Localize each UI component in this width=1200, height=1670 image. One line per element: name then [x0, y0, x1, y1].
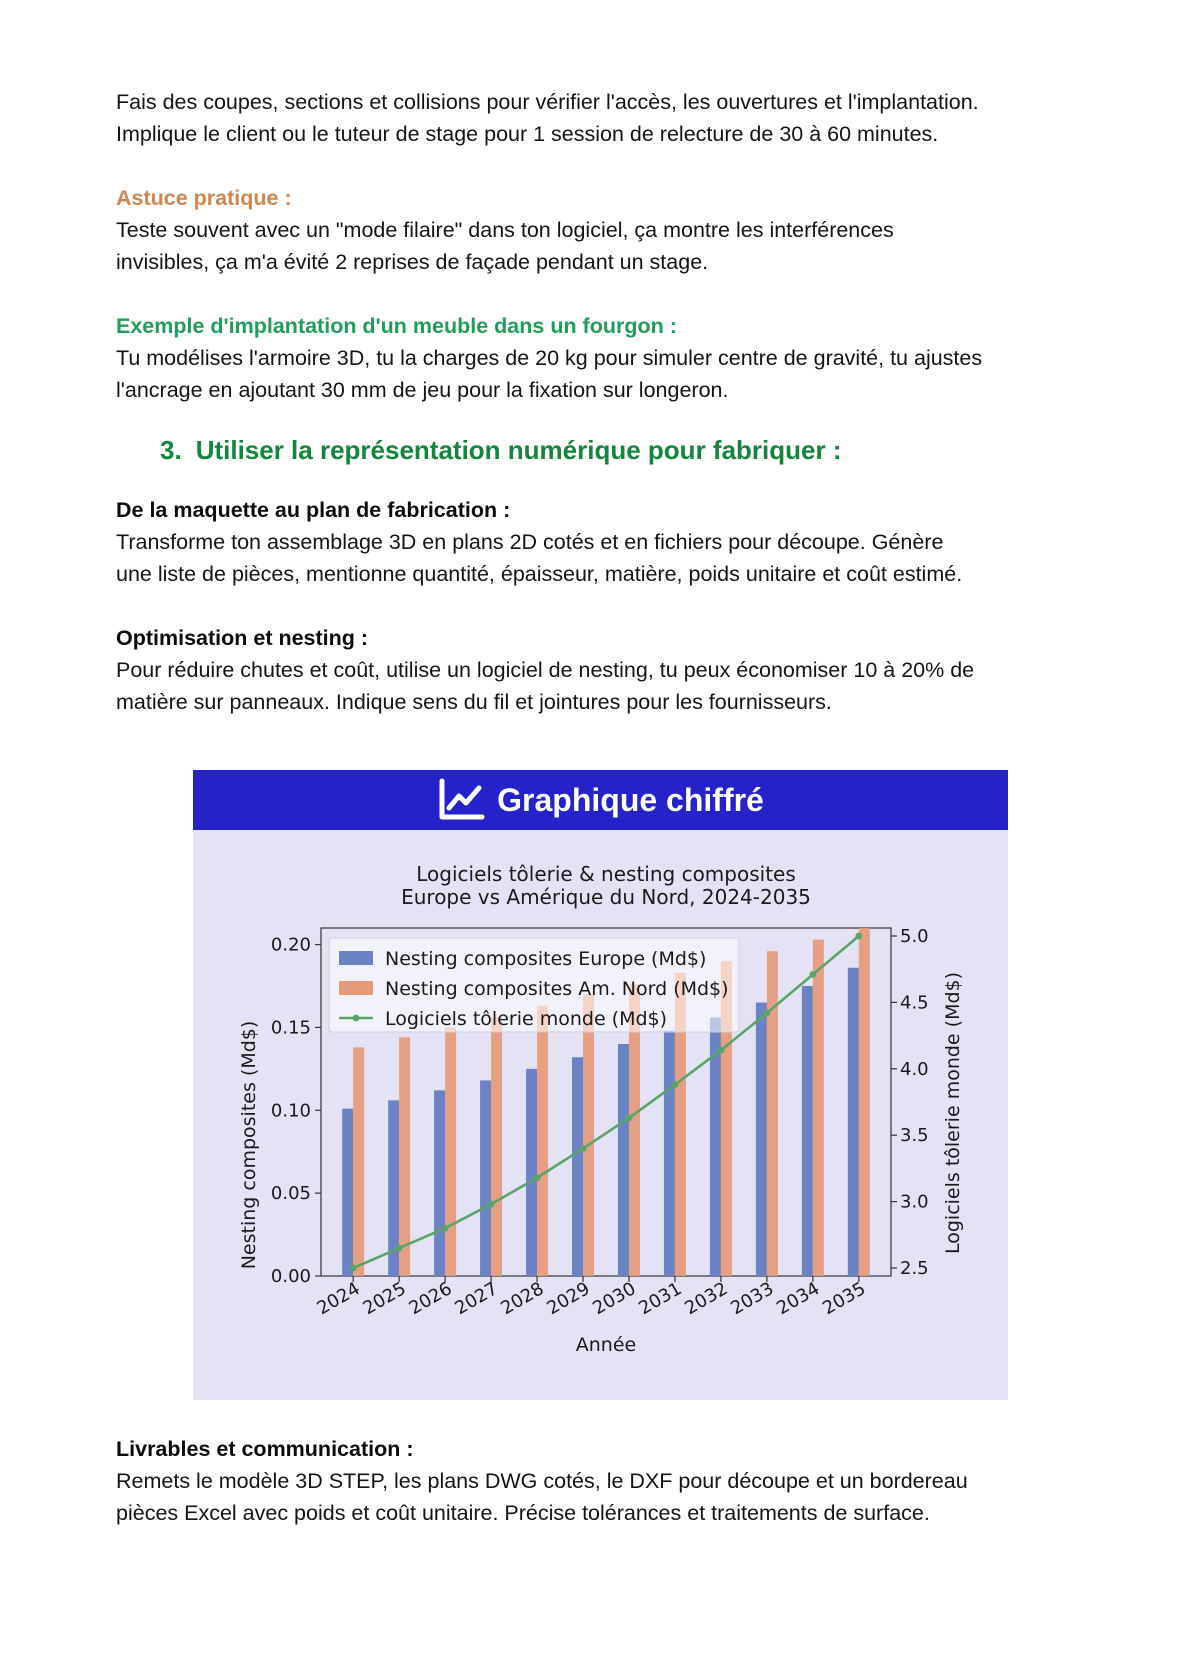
nesting-line-1: Pour réduire chutes et coût, utilise un logiciel de nesting, tu peux économiser 10 à 20% de — [116, 658, 975, 682]
x-tick-label-2032: 2032 — [681, 1278, 732, 1320]
bar-europe-2029 — [572, 1057, 583, 1276]
point-logiciels-2033 — [763, 1010, 770, 1017]
y2-tick-label-3.5: 3.5 — [900, 1125, 929, 1147]
legend-label-2: Logiciels tôlerie monde (Md$) — [385, 1008, 668, 1030]
chart-header — [193, 770, 1008, 830]
y-axis-label: Nesting composites (Md$) — [238, 1020, 260, 1270]
section-3-title: Utiliser la représentation numérique pour fabriquer : — [195, 435, 842, 465]
x-tick-label-2034: 2034 — [773, 1278, 824, 1320]
y2-tick-label-4.0: 4.0 — [900, 1058, 929, 1080]
y-tick-label-0.00: 0.00 — [270, 1266, 311, 1287]
section-3-heading — [160, 432, 1096, 468]
chart-title-line-1: Logiciels tôlerie & nesting composites — [416, 862, 796, 886]
chart-header-title: Graphique chiffré — [497, 781, 764, 818]
maquette-label: De la maquette au plan de fabrication : — [116, 498, 511, 522]
maquette-line-1: Transforme ton assemblage 3D en plans 2D cotés et en fichiers pour découpe. Génère — [116, 530, 944, 554]
tip-label: Astuce pratique : — [116, 186, 292, 210]
bar-europe-2035 — [848, 968, 859, 1276]
tip-line-2: invisibles, ça m'a évité 2 reprises de façade pendant un stage. — [116, 250, 709, 274]
x-tick-label-2035: 2035 — [819, 1278, 870, 1320]
y2-axis-label: Logiciels tôlerie monde (Md$) — [942, 971, 964, 1255]
x-tick-label-2027: 2027 — [451, 1278, 502, 1320]
bar-am-nord-2035 — [859, 928, 870, 1276]
maquette-line-2: une liste de pièces, mentionne quantité, épaisseur, matière, poids unitaire et coût estimé. — [116, 562, 963, 586]
x-tick-label-2024: 2024 — [313, 1278, 364, 1320]
y-tick-label-0.10: 0.10 — [270, 1100, 311, 1122]
point-logiciels-2025 — [396, 1245, 403, 1252]
bar-europe-2030 — [618, 1044, 629, 1276]
example-line-1: Tu modélises l'armoire 3D, tu la charges de 20 kg pour simuler centre de gravité, tu ajustes — [116, 346, 983, 370]
x-tick-label-2033: 2033 — [727, 1278, 778, 1320]
bar-am-nord-2033 — [767, 951, 778, 1276]
livrables-line-2: pièces Excel avec poids et coût unitaire. Précise tolérances et traitements de surface. — [116, 1501, 930, 1525]
point-logiciels-2026 — [442, 1225, 449, 1232]
bar-am-nord-2024 — [353, 1047, 364, 1276]
nesting-label: Optimisation et nesting : — [116, 626, 369, 650]
bar-europe-2031 — [664, 1031, 675, 1276]
section-3-number: 3. — [160, 435, 182, 465]
bar-europe-2028 — [526, 1069, 537, 1276]
x-tick-label-2026: 2026 — [405, 1278, 456, 1320]
livrables-label: Livrables et communication : — [116, 1437, 414, 1461]
bar-am-nord-2025 — [399, 1037, 410, 1276]
point-logiciels-2024 — [350, 1265, 357, 1272]
point-logiciels-2034 — [809, 971, 816, 978]
point-logiciels-2032 — [718, 1047, 725, 1054]
x-tick-label-2031: 2031 — [635, 1278, 686, 1320]
y2-tick-label-3.0: 3.0 — [900, 1191, 929, 1213]
x-axis-label: Année — [575, 1334, 637, 1356]
y-tick-label-0.20: 0.20 — [270, 934, 311, 956]
legend-swatch-0 — [339, 951, 373, 965]
point-logiciels-2030 — [626, 1115, 633, 1122]
y-tick-label-0.15: 0.15 — [270, 1017, 311, 1039]
legend-label-0: Nesting composites Europe (Md$) — [385, 948, 707, 970]
point-logiciels-2027 — [488, 1201, 495, 1208]
document-body — [116, 86, 1096, 718]
chart — [193, 830, 1008, 1400]
intro-line-1: Fais des coupes, sections et collisions pour vérifier l'accès, les ouvertures et l'implantation. — [116, 90, 979, 114]
livrables-line-1: Remets le modèle 3D STEP, les plans DWG cotés, le DXF pour découpe et un bordereau — [116, 1469, 968, 1493]
example-line-2: l'ancrage en ajoutant 30 mm de jeu pour la fixation sur longeron. — [116, 378, 729, 402]
legend-swatch-marker-2 — [353, 1015, 360, 1022]
x-tick-label-2025: 2025 — [359, 1278, 410, 1320]
y2-tick-label-4.5: 4.5 — [900, 992, 929, 1014]
intro-line-2: Implique le client ou le tuteur de stage pour 1 session de relecture de 30 à 60 minutes. — [116, 122, 939, 146]
point-logiciels-2031 — [672, 1081, 679, 1088]
bar-am-nord-2027 — [491, 1017, 502, 1276]
bar-am-nord-2026 — [445, 1027, 456, 1276]
point-logiciels-2029 — [580, 1145, 587, 1152]
point-logiciels-2028 — [534, 1174, 541, 1181]
bar-am-nord-2034 — [813, 940, 824, 1276]
chart-line-icon — [437, 778, 485, 822]
y2-tick-label-5.0: 5.0 — [900, 925, 929, 947]
tip-line-1: Teste souvent avec un "mode filaire" dans ton logiciel, ça montre les interférences — [116, 218, 894, 242]
bar-am-nord-2028 — [537, 1006, 548, 1276]
chart-card — [193, 770, 1008, 1400]
legend-label-1: Nesting composites Am. Nord (Md$) — [385, 978, 729, 1000]
legend-swatch-1 — [339, 981, 373, 995]
bar-am-nord-2029 — [583, 994, 594, 1276]
bar-europe-2024 — [342, 1109, 353, 1276]
bar-europe-2034 — [802, 986, 813, 1276]
point-logiciels-2035 — [855, 933, 862, 940]
chart-title-line-2: Europe vs Amérique du Nord, 2024-2035 — [401, 885, 811, 909]
bar-europe-2027 — [480, 1080, 491, 1276]
x-tick-label-2030: 2030 — [589, 1278, 640, 1320]
y-tick-label-0.05: 0.05 — [270, 1183, 311, 1205]
nesting-line-2: matière sur panneaux. Indique sens du fil et jointures pour les fournisseurs. — [116, 690, 832, 714]
example-label: Exemple d'implantation d'un meuble dans un fourgon : — [116, 314, 677, 338]
bar-europe-2033 — [756, 1003, 767, 1276]
x-tick-label-2028: 2028 — [497, 1278, 548, 1320]
livrables-section — [116, 1433, 1096, 1529]
x-tick-label-2029: 2029 — [543, 1278, 594, 1320]
y2-tick-label-2.5: 2.5 — [900, 1258, 929, 1280]
bar-europe-2026 — [434, 1090, 445, 1276]
